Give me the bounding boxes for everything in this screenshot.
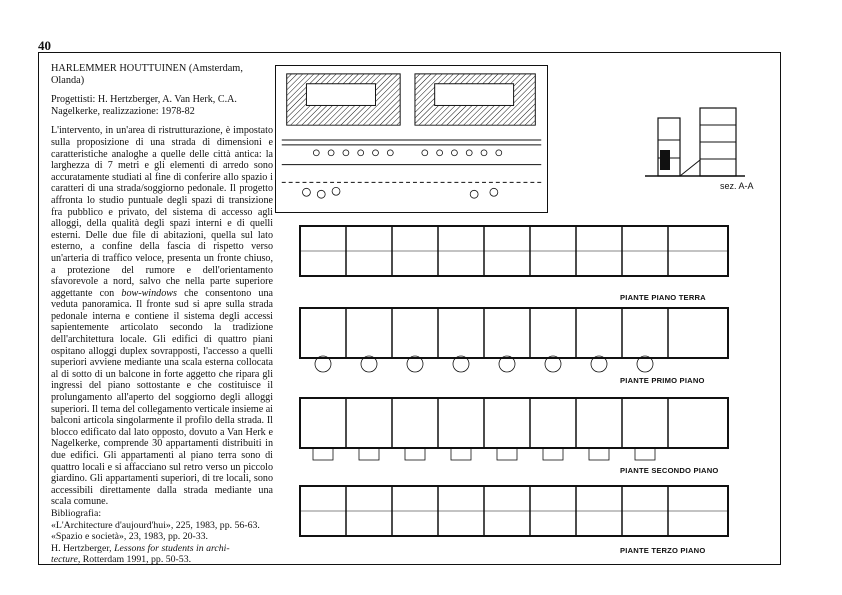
text-column	[51, 63, 273, 508]
page-number: 40	[38, 38, 51, 53]
site-plan-drawing	[275, 65, 548, 213]
section-drawing	[640, 100, 750, 192]
body-part-2: che consentono una veduta panoramica. Il fronte sud si apre sulla strada pedonale interna e contiene il sistema degli accessi sapientemente articolato secondo la tradizione dell'architettura locale. Gli edifici di quattro piani ospitano alloggi duplex sovrapposti, l'accesso a quelli superiori avviene mediante una scala esterna collocata al di sotto di un balcone in forte aggetto che ripara gli ingressi del piano sottostante e che costituisce il prolungamento all'aperto del soggiorno degli alloggi superiori. Il tema del collegamento verticale insieme ai balconi articola singolarmente il profilo della strada. Il blocco edificato dal lato opposto, dovuto a Van Herk e Nagelkerke, comprende 30 appartamenti distribuiti in due edifici. Gli appartamenti al piano terra sono di quattro locali e si affacciano sul retro verso un piccolo giardino. Gli appartamenti superiori, di tre locali, sono accessibili direttamente dalla strada mediante una scala comune.	[51, 287, 273, 508]
bibliography-entry: «Spazio e società», 23, 1983, pp. 20-33.	[51, 531, 208, 543]
plan-label: PIANTE PRIMO PIANO	[620, 376, 705, 385]
bibliography-entry: H. Hertzberger, Lessons for students in archi-	[51, 542, 230, 554]
bibliography-entry: tecture, Rotterdam 1991, pp. 50-53.	[51, 554, 192, 566]
section-label: sez. A-A	[720, 181, 754, 191]
body-italic: bow-windows	[121, 287, 177, 299]
floor-plan-drawing	[298, 306, 730, 376]
plan-label: PIANTE SECONDO PIANO	[620, 466, 719, 475]
body-part-1: L'intervento, in un'area di ristrutturazione, è impostato sulla proposizione di una strada di dimensioni e caratteristiche analoghe a quelle delle città antica: la larghezza di 7 metri e gli elementi di arredo sono accuratamente studiati al fine di conferire allo spazio i caratteri di una strada/soggiorno pedonale. Il progetto affronta lo studio puntuale degli spazi di transizione fra pubblico e privato, del sistema di accesso agli alloggi, della qualità degli spazi interni e di quelli esterni. Delle due file di abitazioni, quella sul lato esterno, a confine della fascia di rispetto verso un'arteria di traffico veloce, presenta un fronte chiuso, a protezione del rumore e dell'orientamento sfavorevole a nord, salvo che nella parte superiore aggettante con	[51, 125, 273, 299]
project-credits: Progettisti: H. Hertzberger, A. Van Herk, C.A. Nagelkerke, realizzazione: 1978-82	[51, 94, 237, 117]
floor-plan-drawing	[298, 484, 730, 554]
floor-plan-drawing	[298, 396, 730, 466]
plan-label: PIANTE PIANO TERRA	[620, 293, 706, 302]
body-text	[51, 125, 273, 508]
plan-label: PIANTE TERZO PIANO	[620, 546, 706, 555]
project-title: HARLEMMER HOUTTUINEN (Amsterdam, Olanda)	[51, 63, 243, 86]
floor-plan-drawing	[298, 224, 730, 294]
bibliography	[51, 508, 273, 566]
bibliography-heading: Bibliografia:	[51, 508, 102, 519]
bibliography-entry: «L'Architecture d'aujourd'hui», 225, 1983, pp. 56-63.	[51, 519, 260, 531]
